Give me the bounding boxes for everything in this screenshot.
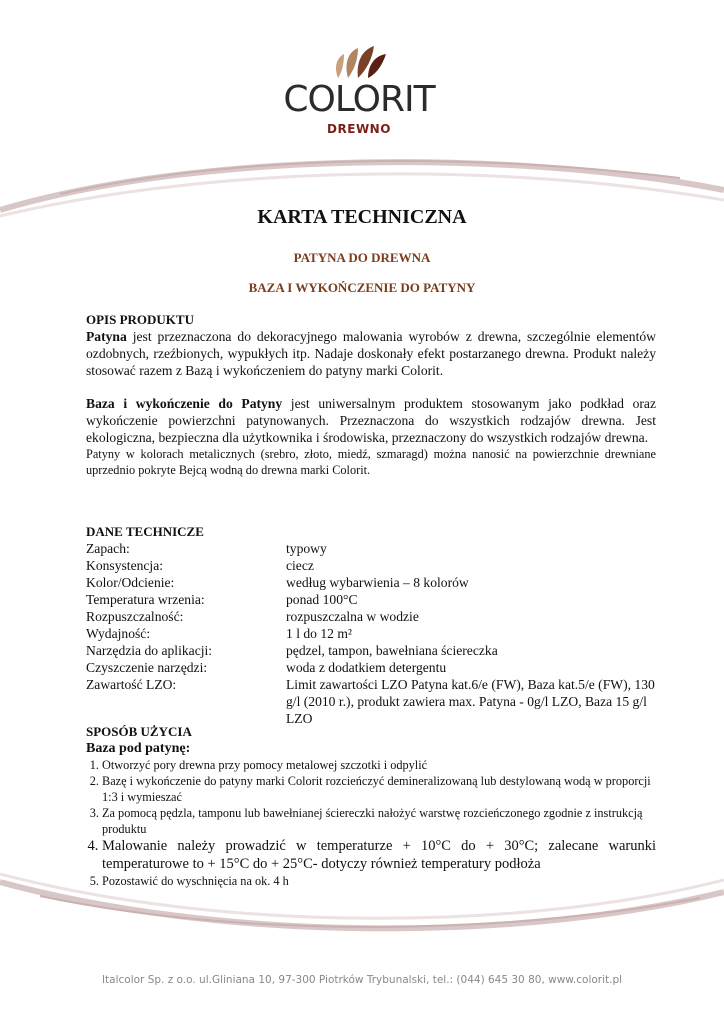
section-heading-sposob: SPOSÓB UŻYCIA xyxy=(86,724,192,739)
section-dane xyxy=(86,523,656,727)
step-item: 5. Pozostawić do wyschnięcia na ok. 4 h xyxy=(102,873,656,889)
footer-contact: Italcolor Sp. z o.o. ul.Gliniana 10, 97-300 Piotrków Trybunalski, tel.: (044) 645 30 80, www.colorit.pl xyxy=(101,974,623,986)
step-item: 1. Otworzyć pory drewna przy pomocy metalowej szczotki i odpylić xyxy=(102,757,656,773)
product-subtitle: PATYNA DO DREWNA xyxy=(293,250,431,265)
tech-key: Czyszczenie narzędzi: xyxy=(86,660,208,675)
tech-row xyxy=(86,574,656,591)
tech-key: Konsystencja: xyxy=(86,558,164,573)
tech-key: Wydajność: xyxy=(86,626,151,641)
tech-row xyxy=(86,608,656,625)
tech-row xyxy=(86,591,656,608)
logo-petals-icon xyxy=(328,42,388,80)
opis-p2-bold: Baza i wykończenie do Patyny xyxy=(86,396,283,411)
logo-wordmark: COLORIT xyxy=(283,79,435,120)
opis-p1-text: jest przeznaczona do dekoracyjnego malowania wyrobów z drewna, szczególnie elementów ozdobnych, rzeźbionych, wypukłych itp. Nadaje doskonały efekt postarzanego drewna. Produkt należy stosować razem z Bazą i wykończeniem do patyny marki Colorit. xyxy=(86,329,656,378)
opis-paragraph-2 xyxy=(86,395,656,446)
tech-row xyxy=(86,659,656,676)
step-item: 2. Bazę i wykończenie do patyny marki Colorit rozcieńczyć demineralizowaną lub destylowaną wodą w proporcji 1:3 i wymieszać xyxy=(102,773,656,805)
opis-paragraph-1 xyxy=(86,328,656,379)
tech-key: Zawartość LZO: xyxy=(86,677,177,692)
tech-row xyxy=(86,625,656,642)
colorit-logo xyxy=(270,42,460,142)
logo-subtitle: DREWNO xyxy=(327,122,391,136)
tech-value: według wybarwienia – 8 kolorów xyxy=(286,575,469,590)
tech-value: Limit zawartości LZO Patyna kat.6/e (FW), Baza kat.5/e (FW), 130 g/l (2010 r.), produkt zawiera max. Patyna - 0g/l LZO, Baza 15 g/l LZO xyxy=(286,677,655,726)
section-opis xyxy=(86,311,656,478)
tech-key: Temperatura wrzenia: xyxy=(86,592,205,607)
tech-row xyxy=(86,676,656,727)
tech-value: woda z dodatkiem detergentu xyxy=(286,660,447,675)
tech-row xyxy=(86,642,656,659)
tech-key: Narzędzia do aplikacji: xyxy=(86,643,213,658)
opis-paragraph-3: Patyny w kolorach metalicznych (srebro, złoto, miedź, szmaragd) można nanosić na powierzchnie drewniane uprzednio pokryte Bejcą wodną do drewna marki Colorit. xyxy=(86,447,656,477)
step-item: 3. Za pomocą pędzla, tamponu lub bawełnianej ściereczki nałożyć warstwę rozcieńczonego zgodnie z instrukcją produktu xyxy=(102,805,656,837)
tech-row xyxy=(86,540,656,557)
product-subtitle-2: BAZA I WYKOŃCZENIE DO PATYNY xyxy=(248,280,476,295)
opis-p2-text: jest uniwersalnym produktem stosowanym jako podkład oraz wykończenie powierzchni patynowanych. Przeznaczona do wszystkich rodzajów drewna. Jest ekologiczna, bezpieczna dla użytkownika i środowiska, przeznaczony do wszystkich rodzajów drewna. xyxy=(86,396,656,445)
step-item: 4. Malowanie należy prowadzić w temperaturze + 10°C do + 30°C; zalecane warunki temperaturowe to + 15°C do + 25°C- dotyczy również temperatury podłoża xyxy=(102,837,656,873)
tech-key: Zapach: xyxy=(86,541,130,556)
bottom-swoosh-decoration xyxy=(0,862,724,942)
tech-value: ciecz xyxy=(286,558,314,573)
tech-value: rozpuszczalna w wodzie xyxy=(286,609,419,624)
tech-row xyxy=(86,557,656,574)
tech-value: typowy xyxy=(286,541,327,556)
sposob-subheading: Baza pod patynę: xyxy=(86,741,191,756)
section-heading-opis: OPIS PRODUKTU xyxy=(86,312,194,327)
page-title: KARTA TECHNICZNA xyxy=(257,206,467,228)
opis-p1-bold: Patyna xyxy=(86,329,127,344)
tech-value: ponad 100°C xyxy=(286,592,358,607)
section-heading-dane: DANE TECHNICZE xyxy=(86,524,204,539)
tech-value: pędzel, tampon, bawełniana ściereczka xyxy=(286,643,498,658)
tech-value: 1 l do 12 m² xyxy=(286,626,353,641)
tech-key: Rozpuszczalność: xyxy=(86,609,184,624)
tech-key: Kolor/Odcienie: xyxy=(86,575,175,590)
